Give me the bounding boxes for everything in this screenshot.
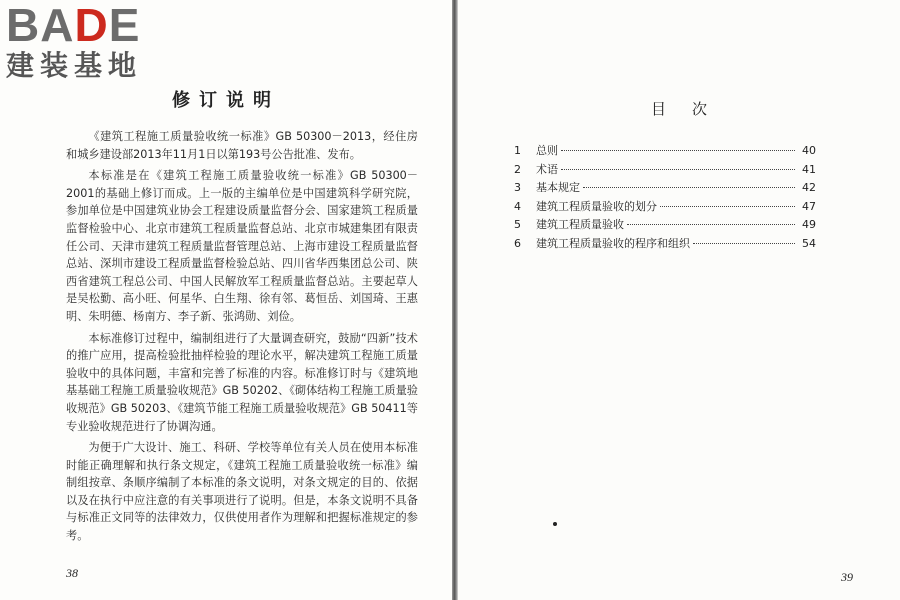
toc-entry[interactable] — [514, 142, 816, 161]
toc-entry[interactable] — [514, 179, 816, 198]
toc-entry-title: 基本规定 — [536, 181, 580, 195]
logo-wordmark — [6, 0, 176, 51]
toc-entry-number: 1 — [514, 144, 521, 157]
toc-entry-page: 47 — [802, 199, 816, 213]
logo-chinese-name: 建装基地 — [6, 49, 143, 82]
print-dot — [553, 522, 557, 526]
toc-leader-dots — [660, 206, 795, 207]
right-page — [458, 0, 900, 600]
toc-entry-number: 4 — [514, 199, 521, 213]
toc-entry-title: 建筑工程质量验收 — [536, 218, 624, 232]
toc-entry[interactable] — [514, 216, 816, 235]
toc-entry-number: 3 — [514, 181, 521, 195]
toc-leader-dots — [627, 224, 795, 225]
toc-leader-dots — [561, 169, 795, 170]
toc-title: 目次 — [650, 100, 733, 118]
toc-leader-dots — [561, 150, 795, 151]
toc-entry-page: 41 — [802, 162, 816, 176]
toc-entry-title: 建筑工程质量验收的划分 — [536, 199, 657, 213]
toc-entry-number: 2 — [514, 162, 521, 176]
toc-entry-title: 建筑工程质量验收的程序和组织 — [536, 236, 690, 250]
toc-entry-number: 6 — [514, 236, 521, 250]
paragraph: 本标准修订过程中，编制组进行了大量调查研究，鼓励“四新”技术的推广应用，提高检验批抽样检验的理论水平，解决建筑工程施工质量验收中的具体问题，丰富和完善了标准的内容。标准修订时与《建筑地基基础工程施工质量验收规范》GB 50202、《砌体结构工程施工质量验收规范》GB 50203、《建筑节能工程施工质量验收规范》GB 50411等专业验收规范进行了协调沟通。 — [66, 331, 418, 433]
toc-entry-page: 40 — [802, 144, 816, 157]
toc-entry-number: 5 — [514, 218, 521, 232]
page-number-right: 39 — [841, 570, 853, 584]
logo-letters-ba: BA — [6, 0, 75, 51]
logo-letter-d: D — [74, 0, 109, 51]
toc-entry-title: 总则 — [536, 144, 558, 157]
page-number-left: 38 — [66, 566, 78, 580]
logo-letter-e: E — [108, 0, 141, 51]
toc-entry-page: 49 — [802, 218, 816, 232]
toc-entry[interactable] — [514, 161, 816, 180]
toc-entry-title: 术语 — [536, 162, 558, 176]
table-of-contents — [514, 142, 816, 254]
toc-leader-dots — [583, 187, 795, 188]
revision-notes-title: 修订说明 — [172, 90, 280, 111]
toc-leader-dots — [693, 243, 795, 244]
toc-entry-page: 54 — [802, 236, 816, 250]
paragraph: 《建筑工程施工质量验收统一标准》GB 50300－2013，经住房和城乡建设部2013年11月1日以第193号公告批准、发布。 — [66, 130, 418, 161]
toc-entry[interactable] — [514, 198, 816, 217]
brand-logo — [6, 2, 176, 82]
toc-entry[interactable] — [514, 235, 816, 254]
revision-notes-body — [66, 128, 418, 549]
paragraph: 为便于广大设计、施工、科研、学校等单位有关人员在使用本标准时能正确理解和执行条文规定，《建筑工程施工质量验收统一标准》编制组按章、条顺序编制了本标准的条文说明，对条文规定的目的、依据以及在执行中应注意的有关事项进行了说明。但是，本条文说明不具备与标准正文同等的法律效力，仅供使用者作为理解和把握标准规定的参考。 — [66, 441, 418, 543]
toc-entry-page: 42 — [802, 181, 816, 195]
paragraph: 本标准是在《建筑工程施工质量验收统一标准》GB 50300－2001的基础上修订而成。上一版的主编单位是中国建筑科学研究院，参加单位是中国建筑业协会工程建设质量监督分会、国家建筑工程质量监督检验中心、北京市建筑工程质量监督总站、北京市城建集团有限责任公司、天津市建筑工程质量监督管理总站、上海市建设工程质量监督总站、深圳市建设工程质量监督检验总站、四川省华西集团总公司、陕西省建筑工程总公司、中国人民解放军工程质量监督总站。主要起草人是吴松勤、高小旺、何星华、白生翔、徐有邻、葛恒岳、刘国琦、王惠明、朱明德、杨南方、李子新、张鸿勋、刘俭。 — [66, 169, 418, 323]
